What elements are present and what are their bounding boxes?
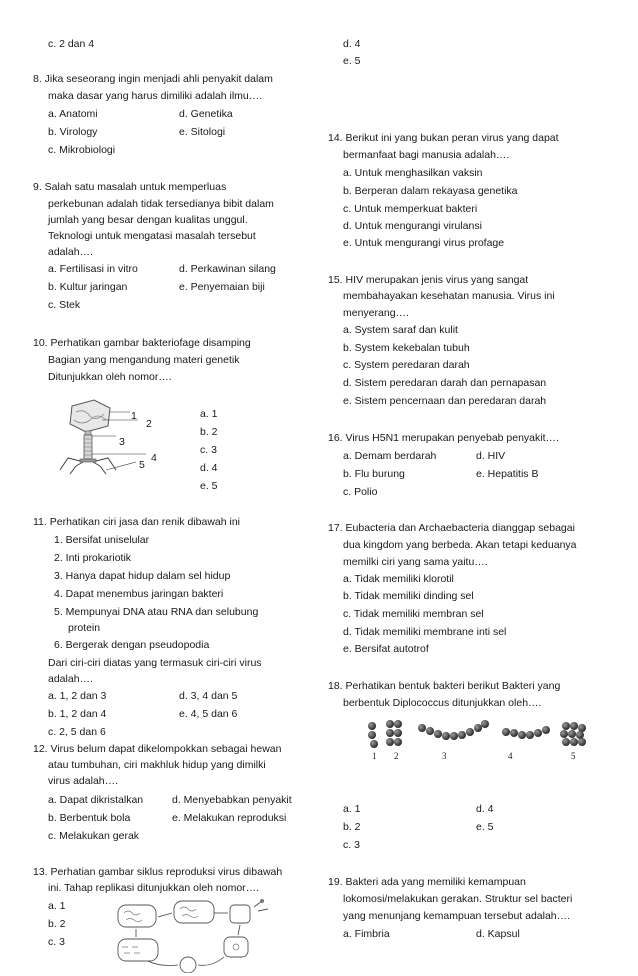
- phage-label-3: 3: [119, 436, 125, 448]
- q9-stem-line3: jumlah yang besar dengan kualitas unggul.: [48, 214, 248, 226]
- q8-stem-line1: 8. Jika seseorang ingin menjadi ahli penyakit dalam: [33, 73, 273, 85]
- q14-option-c: c. Untuk memperkuat bakteri: [343, 203, 478, 215]
- q10-option-e: e. 5: [200, 480, 218, 492]
- q13-stem-line1: 13. Perhatian gambar siklus reproduksi virus dibawah: [33, 866, 283, 878]
- q10-option-d: d. 4: [200, 462, 218, 474]
- q14-stem-line2: bermanfaat bagi manusia adalah….: [343, 149, 510, 161]
- q18-option-d: d. 4: [476, 803, 494, 815]
- q13-stem-line2: ini. Tahap replikasi ditunjukkan oleh nomor….: [48, 882, 260, 894]
- q12-option-a: a. Dapat dikristalkan: [48, 794, 144, 806]
- q13-option-a: a. 1: [48, 900, 66, 912]
- q8-stem-line2: maka dasar yang harus dimiliki adalah ilmu….: [48, 90, 263, 102]
- q18-stem-line2: berbentuk Diplococcus ditunjukkan oleh….: [343, 697, 542, 709]
- q11-item-4: 4. Dapat menembus jaringan bakteri: [54, 588, 224, 600]
- bacteria-label-4: 4: [508, 751, 513, 761]
- phage-label-4: 4: [151, 452, 157, 464]
- q15-option-c: c. System peredaran darah: [343, 359, 470, 371]
- q13-option-c: c. 3: [48, 936, 65, 948]
- q17-option-e: e. Bersifat autotrof: [343, 643, 429, 655]
- q12-option-c: c. Melakukan gerak: [48, 830, 140, 842]
- q17-stem-line2: dua kingdom yang berbeda. Akan tetapi keduanya: [343, 539, 577, 551]
- q10-option-a: a. 1: [200, 408, 218, 420]
- q11-item-3: 3. Hanya dapat hidup dalam sel hidup: [54, 570, 231, 582]
- q9-stem-line1: 9. Salah satu masalah untuk memperluas: [33, 181, 227, 193]
- q16-option-b: b. Flu burung: [343, 468, 405, 480]
- virus-cycle-figure: [112, 893, 272, 973]
- q15-option-a: a. System saraf dan kulit: [343, 324, 458, 336]
- bacteriophage-figure: [58, 398, 178, 478]
- bacteria-label-3: 3: [442, 751, 447, 761]
- q19-stem-line1: 19. Bakteri ada yang memiliki kemampuan: [328, 876, 526, 888]
- q15-option-e: e. Sistem pencernaan dan peredaran darah: [343, 395, 547, 407]
- q8-option-d: d. Genetika: [179, 108, 233, 120]
- q9-stem-line4: Teknologi untuk mengatasi masalah tersebut: [48, 230, 256, 242]
- q14-option-d: d. Untuk mengurangi virulansi: [343, 220, 482, 232]
- q18-stem-line1: 18. Perhatikan bentuk bakteri berikut Bakteri yang: [328, 680, 561, 692]
- q11-stem-line1: 11. Perhatikan ciri jasa dan renik dibawah ini: [33, 516, 241, 528]
- q11-question-line2: adalah….: [48, 673, 93, 685]
- q14-option-a: a. Untuk menghasilkan vaksin: [343, 167, 483, 179]
- q17-option-a: a. Tidak memiliki klorotil: [343, 573, 454, 585]
- q15-option-b: b. System kekebalan tubuh: [343, 342, 470, 354]
- q17-stem-line3: memilki ciri yang sama yaitu….: [343, 556, 488, 568]
- q10-option-b: b. 2: [200, 426, 218, 438]
- bacteria-label-5: 5: [571, 751, 576, 761]
- q11-item-1: 1. Bersifat uniselular: [54, 534, 150, 546]
- q15-stem-line2: membahayakan kesehatan manusia. Virus ini: [343, 290, 555, 302]
- q11-option-c: c. 2, 5 dan 6: [48, 726, 106, 738]
- q11-item-5-cont: protein: [68, 622, 101, 634]
- q19-option-d: d. Kapsul: [476, 928, 520, 940]
- phage-label-1: 1: [131, 410, 137, 422]
- q11-item-6: 6. Bergerak dengan pseudopodia: [54, 639, 210, 651]
- q9-option-e: e. Penyemaian biji: [179, 281, 265, 293]
- q19-stem-line3: yang menunjang kemampuan tersebut adalah….: [343, 910, 571, 922]
- q18-option-e: e. 5: [476, 821, 494, 833]
- q16-option-a: a. Demam berdarah: [343, 450, 437, 462]
- q11-question-line1: Dari ciri-ciri diatas yang termasuk ciri-ciri virus: [48, 657, 262, 669]
- q12-stem-line3: virus adalah….: [48, 775, 119, 787]
- q12-option-e: e. Melakukan reproduksi: [172, 812, 287, 824]
- bacteria-label-1: 1: [372, 751, 377, 761]
- q16-option-d: d. HIV: [476, 450, 506, 462]
- phage-label-2: 2: [146, 418, 152, 430]
- q14-option-e: e. Untuk mengurangi virus profage: [343, 237, 505, 249]
- q17-option-d: d. Tidak memiliki membrane inti sel: [343, 626, 507, 638]
- q13-option-b: b. 2: [48, 918, 66, 930]
- q9-option-c: c. Stek: [48, 299, 81, 311]
- q17-stem-line1: 17. Eubacteria dan Archaebacteria dianggap sebagai: [328, 522, 575, 534]
- q9-stem-line2: perkebunan adalah tidak tersedianya bibit dalam: [48, 198, 274, 210]
- phage-label-5: 5: [139, 459, 145, 471]
- q9-option-d: d. Perkawinan silang: [179, 263, 276, 275]
- q9-option-a: a. Fertilisasi in vitro: [48, 263, 138, 275]
- q19-stem-line2: lokomosi/melakukan gerakan. Struktur sel bacteri: [343, 893, 573, 905]
- q16-option-c: c. Polio: [343, 486, 378, 498]
- q12-option-b: b. Berbentuk bola: [48, 812, 131, 824]
- q10-stem-line1: 10. Perhatikan gambar bakteriofage disamping: [33, 337, 251, 349]
- q18-option-c: c. 3: [343, 839, 360, 851]
- q14-option-b: b. Berperan dalam rekayasa genetika: [343, 185, 518, 197]
- q16-stem-line1: 16. Virus H5N1 merupakan penyebab penyakit….: [328, 432, 559, 444]
- q9-stem-line5: adalah….: [48, 246, 93, 258]
- q12-stem-line1: 12. Virus belum dapat dikelompokkan sebagai hewan: [33, 743, 282, 755]
- q8-option-a: a. Anatomi: [48, 108, 98, 120]
- q8-option-e: e. Sitologi: [179, 126, 226, 138]
- q17-option-b: b. Tidak memiliki dinding sel: [343, 590, 474, 602]
- q18-option-a: a. 1: [343, 803, 361, 815]
- q11-option-e: e. 4, 5 dan 6: [179, 708, 238, 720]
- bacteria-label-2: 2: [394, 751, 399, 761]
- q15-stem-line1: 15. HIV merupakan jenis virus yang sangat: [328, 274, 529, 286]
- q11-option-a: a. 1, 2 dan 3: [48, 690, 107, 702]
- q7-option-e: e. 5: [343, 55, 361, 67]
- q8-option-b: b. Virology: [48, 126, 98, 138]
- q11-option-b: b. 1, 2 dan 4: [48, 708, 107, 720]
- q7-option-d: d. 4: [343, 38, 361, 50]
- q16-option-e: e. Hepatitis B: [476, 468, 539, 480]
- q10-stem-line2: Bagian yang mengandung materi genetik: [48, 354, 240, 366]
- q8-option-c: c. Mikrobiologi: [48, 144, 116, 156]
- q12-option-d: d. Menyebabkan penyakit: [172, 794, 292, 806]
- q11-option-d: d. 3, 4 dan 5: [179, 690, 238, 702]
- q9-option-b: b. Kultur jaringan: [48, 281, 128, 293]
- q7-option-c: c. 2 dan 4: [48, 38, 95, 50]
- q15-option-d: d. Sistem peredaran darah dan pernapasan: [343, 377, 547, 389]
- q10-stem-line3: Ditunjukkan oleh nomor….: [48, 371, 172, 383]
- q14-stem-line1: 14. Berikut ini yang bukan peran virus yang dapat: [328, 132, 559, 144]
- q11-item-5: 5. Mempunyai DNA atau RNA dan selubung: [54, 606, 259, 618]
- q15-stem-line3: menyerang….: [343, 307, 409, 319]
- q12-stem-line2: atau tumbuhan, ciri makhluk hidup yang dimilki: [48, 759, 266, 771]
- q17-option-c: c. Tidak memiliki membran sel: [343, 608, 484, 620]
- q19-option-a: a. Fimbria: [343, 928, 390, 940]
- q10-option-c: c. 3: [200, 444, 217, 456]
- q11-item-2: 2. Inti prokariotik: [54, 552, 132, 564]
- q18-option-b: b. 2: [343, 821, 361, 833]
